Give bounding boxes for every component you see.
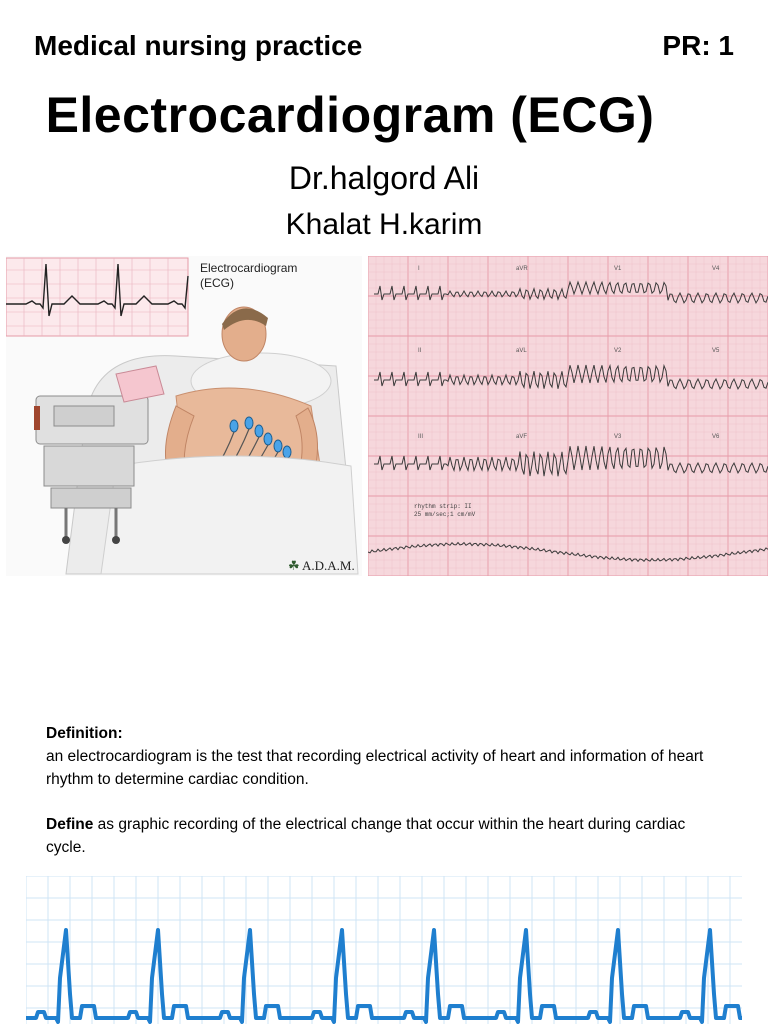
svg-text:Electrocardiogram: Electrocardiogram xyxy=(200,261,298,275)
define-text: as graphic recording of the electrical change that occur within the heart during cardiac cycle. xyxy=(46,816,686,856)
rhythm-note-line2: 25 mm/sec;1 cm/mV xyxy=(414,511,476,518)
definition-section xyxy=(46,722,726,859)
svg-text:A.D.A.M.: A.D.A.M. xyxy=(302,558,355,573)
lead-label: II xyxy=(418,348,422,354)
ecg-strip-inset xyxy=(6,258,188,336)
lead-label: III xyxy=(418,434,424,440)
define-term: Define xyxy=(46,816,94,833)
definition-text: an electrocardiogram is the test that recording electrical activity of heart and information of heart rhythm to determine cardiac condition. xyxy=(46,748,704,788)
lead-label: V5 xyxy=(712,348,720,354)
lead-label: V6 xyxy=(712,434,720,440)
lead-label: V4 xyxy=(712,266,720,272)
lead-label: V1 xyxy=(614,266,622,272)
author-secondary: Khalat H.karim xyxy=(285,208,483,241)
twelve-lead-ecg-image xyxy=(368,256,768,576)
svg-text:(ECG): (ECG) xyxy=(200,276,234,290)
ecg-patient-illustration xyxy=(6,256,362,576)
course-title: Medical nursing practice xyxy=(34,30,363,61)
svg-text:☘: ☘ xyxy=(288,558,300,573)
bottom-ecg-strip xyxy=(26,876,742,1024)
lead-label: aVF xyxy=(516,434,528,440)
rhythm-note-line1: rhythm strip: II xyxy=(414,503,472,510)
lead-label: V2 xyxy=(614,348,622,354)
lead-label: aVR xyxy=(516,266,528,272)
page-title: Electrocardiogram (ECG) xyxy=(45,87,655,143)
lead-label: V3 xyxy=(614,434,622,440)
lead-label: I xyxy=(418,266,420,272)
definition-heading: Definition: xyxy=(46,725,123,742)
author-primary: Dr.halgord Ali xyxy=(288,160,480,196)
define-paragraph xyxy=(46,813,726,859)
practical-number: PR: 1 xyxy=(662,30,734,61)
lead-label: aVL xyxy=(516,348,527,354)
